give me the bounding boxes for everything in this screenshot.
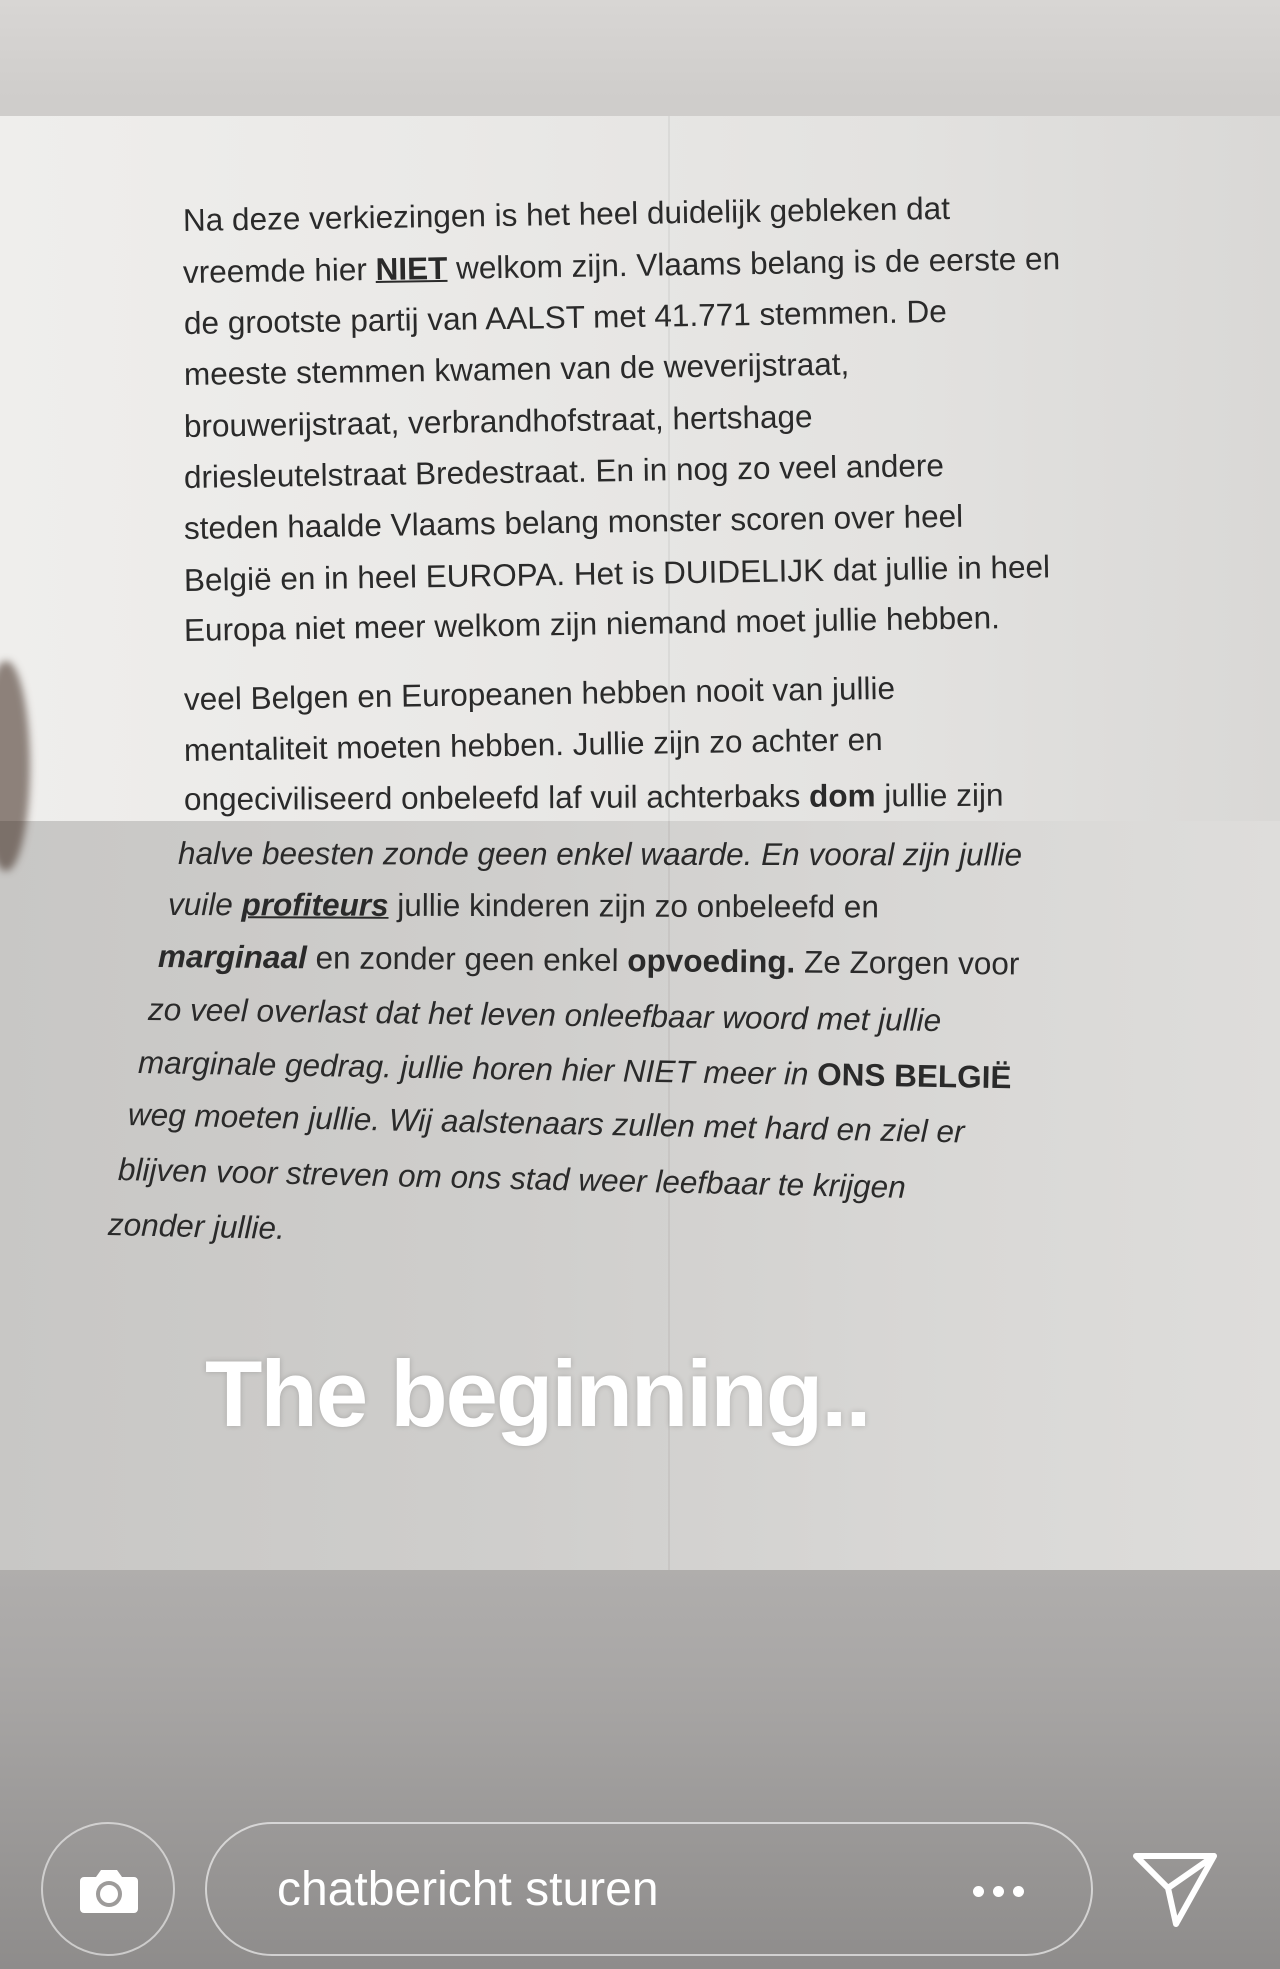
letter-text-run: Europa niet meer welkom zijn niemand moet jullie hebben.: [183, 599, 1001, 648]
letter-text-run: veel Belgen en Europeanen hebben nooit van jullie: [183, 669, 896, 717]
letter-text-run: welkom zijn. Vlaams belang is de eerste en: [447, 240, 1061, 286]
letter-text-run: blijven voor streven om ons stad weer leefbaar te krijgen: [117, 1151, 907, 1205]
letter-text-run: driesleutelstraat Bredestraat. En in nog zo veel andere: [183, 447, 945, 495]
letter-text-run: jullie kinderen zijn zo onbeleefd en: [388, 886, 879, 925]
letter-line: [168, 886, 879, 925]
chat-message-input[interactable]: [205, 1822, 1093, 1956]
send-button[interactable]: [1130, 1846, 1220, 1932]
letter-text-run: Ze Zorgen voor: [795, 943, 1020, 982]
letter-text-run: brouwerijstraat, verbrandhofstraat, hertshage: [183, 398, 813, 444]
letter-line: [108, 1206, 286, 1247]
letter-text-run: steden haalde Vlaams belang monster scoren over heel: [183, 497, 964, 546]
more-horizontal-icon[interactable]: [973, 1886, 1025, 1898]
letter-text-run: jullie zijn: [875, 776, 1004, 814]
letter-text-run: België en in heel EUROPA. Het is DUIDELIJK dat jullie in heel: [183, 548, 1051, 598]
letter-text-run: de grootste partij van AALST met 41.771 stemmen. De: [183, 293, 948, 341]
letter-emphasis: opvoeding.: [627, 942, 796, 980]
letter-emphasis: NIET: [375, 249, 448, 287]
letter-emphasis: ONS BELGIË: [816, 1055, 1012, 1096]
letter-text-run: halve beesten zonde geen enkel waarde. En vooral zijn jullie: [177, 835, 1023, 873]
letter-text-run: ongeciviliseerd onbeleefd laf vuil achterbaks: [183, 777, 810, 817]
camera-button[interactable]: [41, 1822, 175, 1956]
letter-text-run: mentaliteit moeten hebben. Jullie zijn zo achter en: [183, 721, 883, 768]
story-caption: The beginning..: [205, 1341, 870, 1446]
send-paper-plane-icon: [1130, 1846, 1220, 1932]
letter-text-run: vuile: [167, 886, 242, 923]
letter-text-run: zo veel overlast dat het leven onleefbaar woord met jullie: [147, 991, 942, 1039]
letter-text-run: zonder jullie.: [107, 1206, 286, 1247]
letter-text-run: en zonder geen enkel: [306, 939, 628, 979]
letter-emphasis: marginaal: [157, 938, 307, 976]
letter-line: [178, 835, 1022, 873]
letter-text-run: marginale gedrag. jullie horen hier NIET meer in: [137, 1044, 818, 1092]
letter-text-run: Na deze verkiezingen is het heel duidelijk gebleken dat: [182, 189, 951, 238]
letter-emphasis: profiteurs: [241, 886, 389, 923]
chat-placeholder: chatbericht sturen: [277, 1863, 659, 1916]
letter-text-run: meeste stemmen kwamen van de weverijstraat,: [183, 345, 850, 392]
letter-line: [184, 777, 1004, 818]
letter-text-run: weg moeten jullie. Wij aalstenaars zullen met hard en ziel er: [127, 1096, 965, 1150]
letter-emphasis: dom: [809, 777, 876, 814]
letter-text-run: vreemde hier: [182, 250, 376, 290]
letter-line: [158, 938, 1020, 983]
camera-icon: [76, 1857, 142, 1923]
